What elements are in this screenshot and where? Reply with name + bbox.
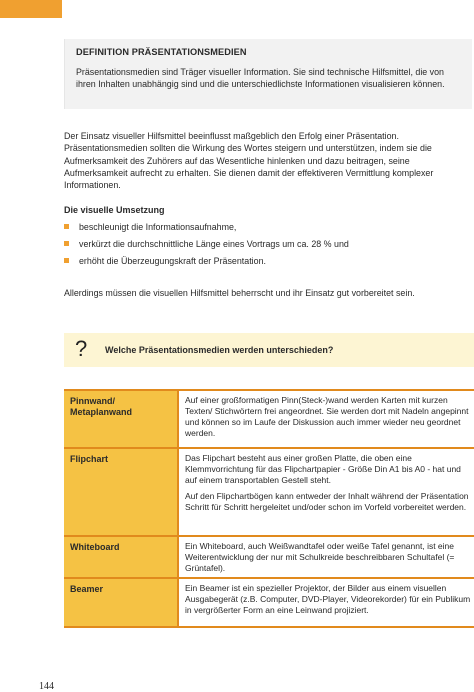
closing-paragraph: Allerdings müssen die visuellen Hilfsmittel beherrscht und ihr Einsatz gut vorbereitet sein. xyxy=(64,288,415,298)
bullet-square-icon xyxy=(64,241,69,246)
bullet-item xyxy=(64,255,266,267)
media-description xyxy=(179,449,474,535)
table-row xyxy=(64,449,474,537)
media-description xyxy=(179,537,474,577)
description-paragraph: Ein Beamer ist ein spezieller Projektor, der Bilder aus einem visuellen Ausgabegerät (z.B. Computer, DVD-Player, Videorekorder) für ein Publikum in vergrößerter Form an eine Leinwand projiziert. xyxy=(185,583,471,616)
definition-box xyxy=(64,39,472,109)
chapter-tab-marker xyxy=(0,0,62,18)
question-mark-icon: ? xyxy=(75,336,88,361)
bullet-item xyxy=(64,238,349,250)
table-row xyxy=(64,579,474,628)
description-paragraph: Das Flipchart besteht aus einer großen Platte, die oben eine Klemmvorrichtung für das Flipchartpapier - Größe Din A1 bis A0 - hat und auf einem transportablen Gestell steht. xyxy=(185,453,461,486)
page-number: 144 xyxy=(39,681,54,692)
media-name: Pinnwand/ Metaplanwand xyxy=(64,391,179,447)
media-description xyxy=(179,579,474,626)
bullet-text: beschleunigt die Informationsaufnahme, xyxy=(79,222,237,232)
question-text: Welche Präsentationsmedien werden unterschieden? xyxy=(105,345,334,355)
description-paragraph: Ein Whiteboard, auch Weißwandtafel oder weiße Tafel genannt, ist eine Weiterentwicklung der nur mit Schulkreide beschreibbaren Schultafel (= Grüntafel). xyxy=(185,541,455,574)
media-table xyxy=(64,389,474,628)
media-name: Whiteboard xyxy=(64,537,179,577)
table-row xyxy=(64,391,474,449)
bullet-item xyxy=(64,221,236,233)
bullet-text: erhöht die Überzeugungskraft der Präsentation. xyxy=(79,256,266,266)
definition-text: Präsentationsmedien sind Träger visueller Information. Sie sind technische Hilfsmittel, die von ihren Inhalten unabhängig sind und die unterschiedlichste Informationen visualisieren können. xyxy=(76,67,445,90)
bullet-text: verkürzt die durchschnittliche Länge eines Vortrags um ca. 28 % und xyxy=(79,239,349,249)
description-paragraph: Auf den Flipchartbögen kann entweder der Inhalt während der Präsentation Schritt für Schritt hergeleitet und/oder schon im Vorfeld vorbereitet werden. xyxy=(185,491,469,513)
visual-heading: Die visuelle Umsetzung xyxy=(64,205,165,215)
definition-title: DEFINITION PRÄSENTATIONSMEDIEN xyxy=(76,47,247,57)
media-description xyxy=(179,391,474,447)
bullet-square-icon xyxy=(64,258,69,263)
table-row xyxy=(64,537,474,579)
bullet-square-icon xyxy=(64,224,69,229)
description-paragraph: Auf einer großformatigen Pinn(Steck-)wand werden Karten mit kurzen Texten/ Stichwörtern frei angeordnet. Sie werden dort mit Nadeln angepinnt und können so im Laufe der Diskussion auch immer wieder neu geordnet werden. xyxy=(185,395,469,439)
intro-paragraph: Der Einsatz visueller Hilfsmittel beeinflusst maßgeblich den Erfolg einer Präsentation. Präsentationsmedien sollten die Wirkung des Wortes steigern und unterstützen, indem sie die Aufmerksamkeit des Zuhörers auf das Wesentliche hinlenken und dazu beitragen, seine Aufmerksamkeit aufrecht zu erhalten. Sie dienen damit der effektiveren Vermittlung komplexer Informationen. xyxy=(64,131,434,191)
question-box xyxy=(64,333,474,367)
media-name: Beamer xyxy=(64,579,179,626)
media-name: Flipchart xyxy=(64,449,179,535)
